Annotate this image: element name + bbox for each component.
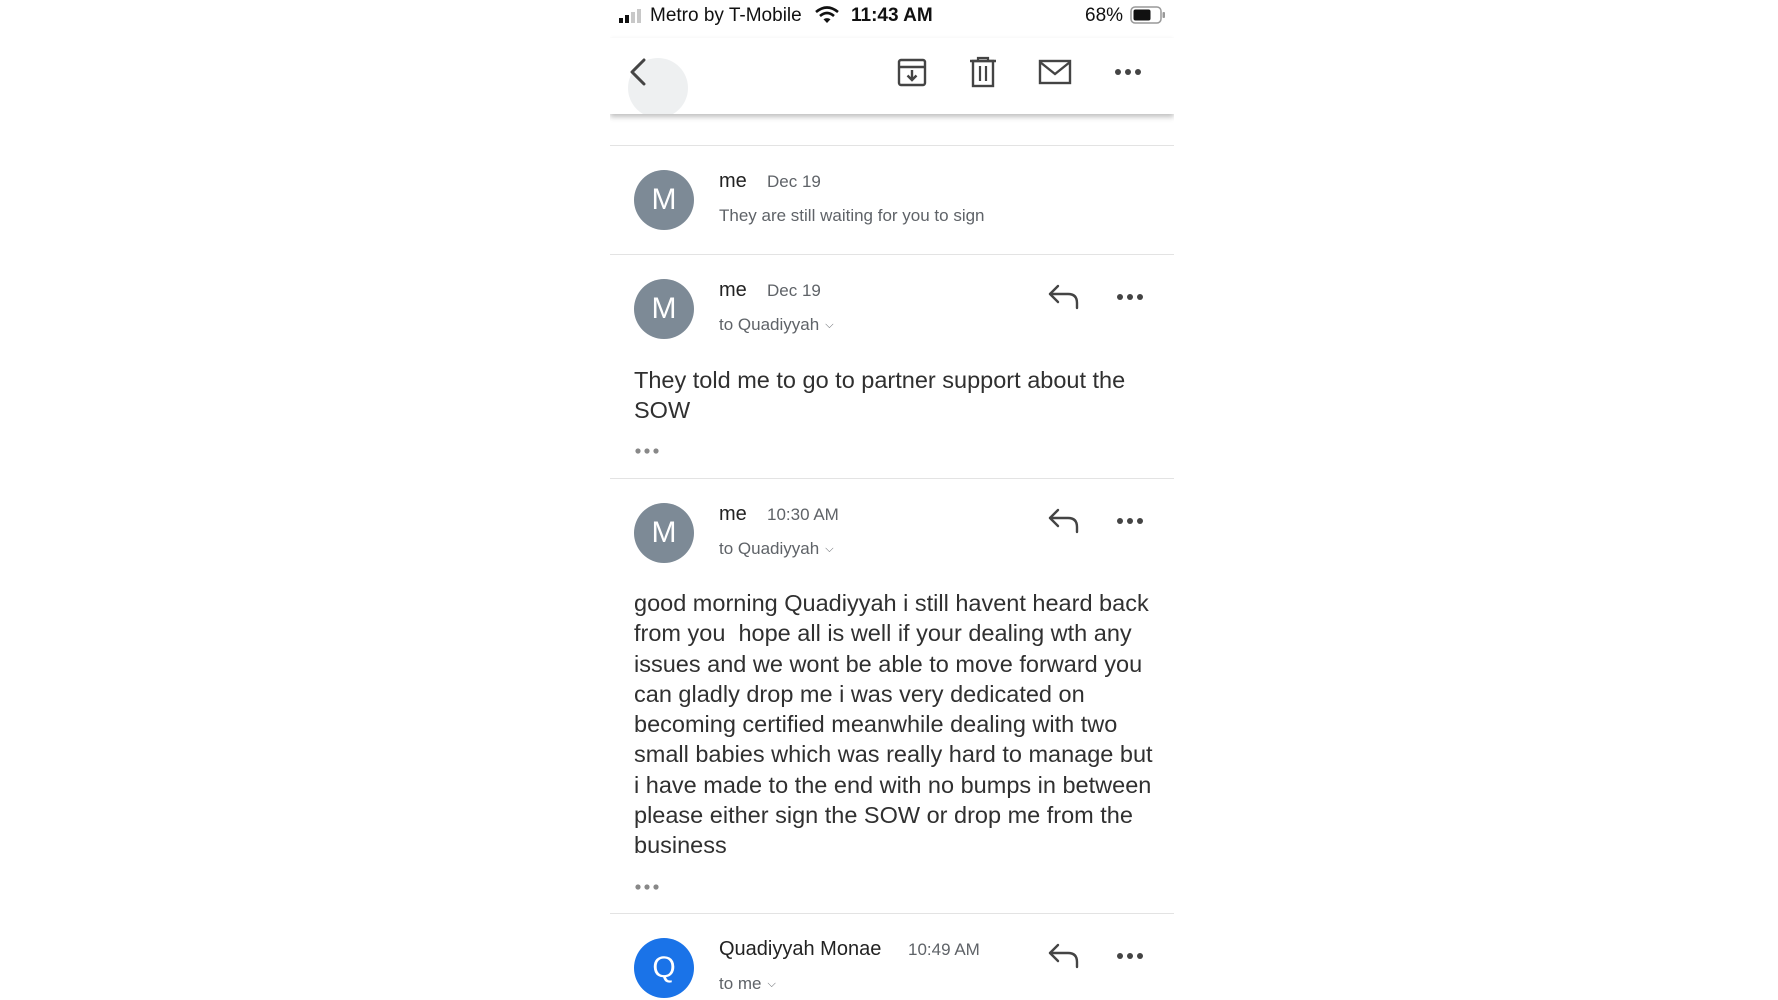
archive-icon[interactable] xyxy=(894,54,930,90)
show-trimmed-content-icon[interactable] xyxy=(634,883,664,891)
avatar: Q xyxy=(634,938,694,998)
trash-icon[interactable] xyxy=(965,54,1001,90)
chevron-down-icon: ⌵ xyxy=(767,978,776,990)
more-options-icon[interactable] xyxy=(1115,951,1145,961)
sender-name: me xyxy=(719,503,747,525)
chevron-down-icon: ⌵ xyxy=(825,319,834,331)
more-options-icon[interactable] xyxy=(1115,516,1145,526)
message-date: 10:30 AM xyxy=(767,505,839,524)
avatar: M xyxy=(634,170,694,230)
chevron-down-icon: ⌵ xyxy=(825,543,834,555)
clock-time: 11:43 AM xyxy=(851,5,933,26)
avatar: M xyxy=(634,279,694,339)
divider xyxy=(610,913,1174,914)
reply-icon[interactable] xyxy=(1047,283,1081,311)
reply-icon[interactable] xyxy=(1047,507,1081,535)
more-options-icon[interactable] xyxy=(1110,54,1146,90)
sender-name: me xyxy=(719,279,747,301)
message-body: good morning Quadiyyah i still havent heard back from you hope all is well if your dealing wth any issues and we wont be able to move forward you can gladly drop me i was very dedicated on becoming certified meanwhile dealing with two small babies which was really hard to manage but i have made to the end with no bumps in between please either sign the SOW or drop me from the business xyxy=(634,590,1160,859)
divider xyxy=(610,145,1174,146)
recipient-details-toggle[interactable] xyxy=(719,315,834,335)
recipient-label: to me xyxy=(719,974,762,993)
message-date: 10:49 AM xyxy=(908,940,980,959)
sender-name: me xyxy=(719,170,747,192)
battery-icon xyxy=(1130,6,1166,24)
message-date: Dec 19 xyxy=(767,172,821,191)
thread-toolbar xyxy=(610,38,1174,114)
recipient-label: to Quadiyyah xyxy=(719,539,820,558)
avatar: M xyxy=(634,503,694,563)
more-options-icon[interactable] xyxy=(1115,292,1145,302)
recipient-details-toggle[interactable] xyxy=(719,974,776,994)
divider xyxy=(610,254,1174,255)
mail-icon[interactable] xyxy=(1037,54,1073,90)
show-trimmed-content-icon[interactable] xyxy=(634,447,664,455)
reply-icon[interactable] xyxy=(1047,942,1081,970)
mail-thread-screen xyxy=(610,0,1174,1000)
message-body: They told me to go to partner support about the SOW xyxy=(634,367,1132,424)
carrier-name: Metro by T-Mobile xyxy=(650,5,802,26)
divider xyxy=(610,478,1174,479)
message-date: Dec 19 xyxy=(767,281,821,300)
recipient-label: to Quadiyyah xyxy=(719,315,820,334)
back-arrow-icon[interactable] xyxy=(622,54,658,90)
status-bar xyxy=(610,0,1174,32)
battery-percentage: 68% xyxy=(1085,5,1124,26)
recipient-details-toggle[interactable] xyxy=(719,539,834,559)
message-snippet: They are still waiting for you to sign xyxy=(719,206,985,225)
wifi-icon xyxy=(815,6,839,24)
signal-strength-icon xyxy=(619,9,645,23)
sender-name: Quadiyyah Monae xyxy=(719,938,882,960)
